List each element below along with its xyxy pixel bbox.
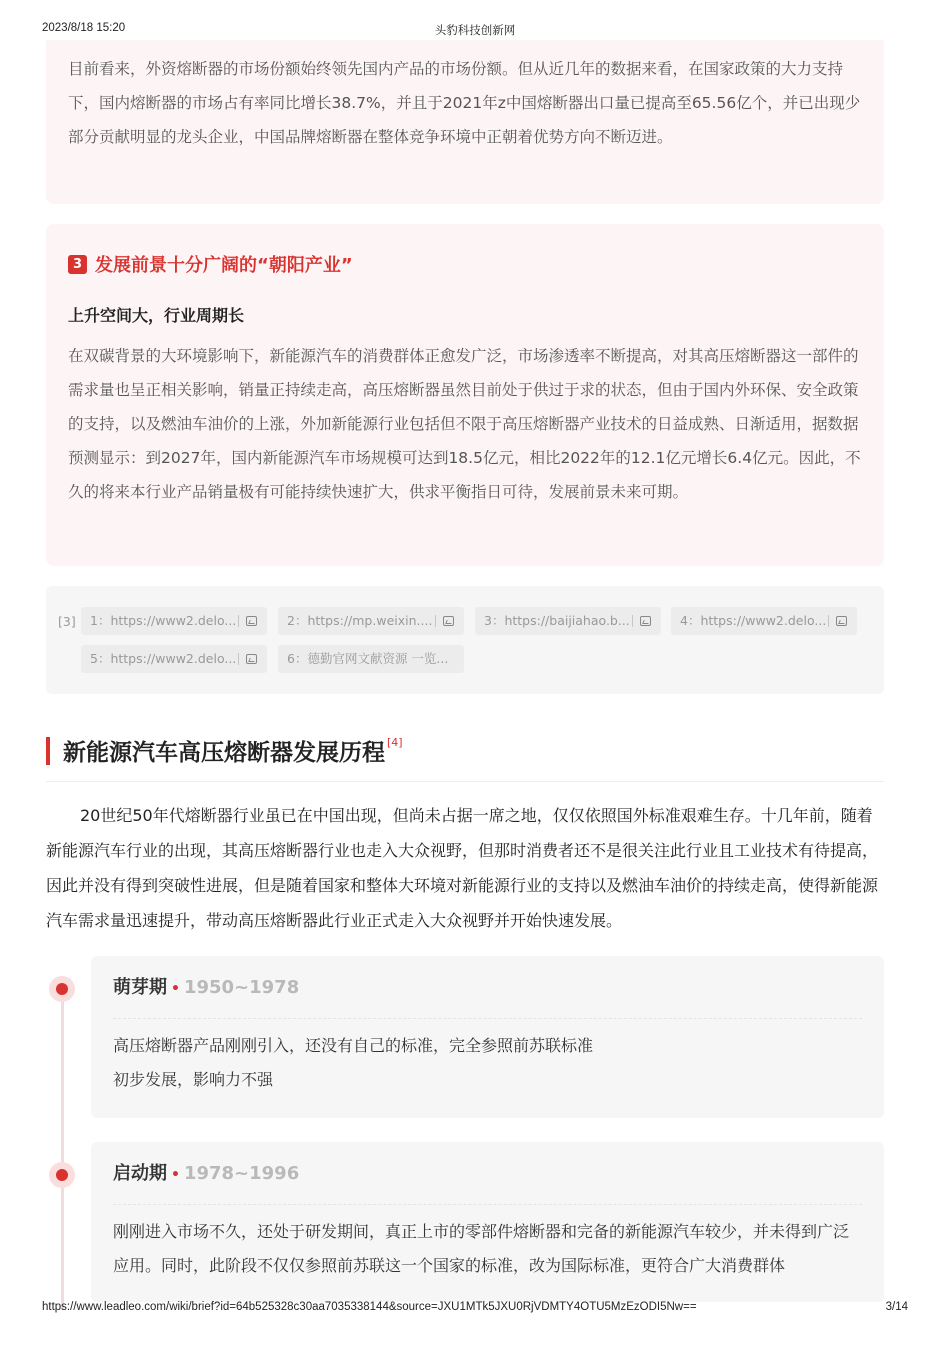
stage-bullet: • [171, 1167, 180, 1183]
prospect-heading [68, 246, 862, 282]
timeline-dot [49, 976, 75, 1002]
divider [238, 653, 239, 665]
print-url: https://www.leadleo.com/wiki/brief?id=64b525328c30aa7035338144&source=JXU1MTk5JXU0RjVDMTY4OTU5MzEzODI5Nw== [42, 1301, 697, 1313]
reference-link[interactable] [81, 645, 267, 673]
history-intro: 20世纪50年代熔断器行业虽已在中国出现，但尚未占据一席之地，仅仅依照国外标准艰难生存。十几年前，随着新能源汽车行业的出现，其高压熔断器行业也走入大众视野，但那时消费者还不是很关注此行业且工业技术有待提高，因此并没有得到突破性进展，但是随着国家和整体大环境对新能源行业的支持以及燃油车油价的持续走高，使得新能源汽车需求量迅速提升，带动高压熔断器此行业正式走入大众视野并开始快速发展。 [46, 806, 879, 930]
market-share-paragraph: 目前看来，外资熔断器的市场份额始终领先国内产品的市场份额。但从近几年的数据来看，在国家政策的大力支持下，国内熔断器的市场占有率同比增长38.7%，并且于2021年z中国熔断器出口量已提高至65.56亿个，并已出现少部分贡献明显的龙头企业，中国品牌熔断器在整体竞争环境中正朝着优势方向不断迈进。 [68, 60, 861, 146]
reference-link[interactable] [81, 607, 267, 635]
image-icon[interactable] [640, 616, 651, 626]
prospect-title: 发展前景十分广阔的“朝阳产业” [95, 255, 353, 276]
section-number-badge: 3 [68, 255, 87, 274]
reference-list [46, 586, 884, 694]
image-icon[interactable] [246, 616, 257, 626]
page-number: 3/14 [885, 1301, 908, 1313]
image-icon[interactable] [443, 616, 454, 626]
divider [113, 1018, 862, 1019]
print-datetime: 2023/8/18 15:20 [42, 22, 126, 34]
stage-description: 初步发展，影响力不强 [113, 1070, 274, 1089]
divider [632, 615, 633, 627]
market-share-card [46, 40, 884, 204]
print-header [42, 22, 908, 40]
history-heading [46, 732, 884, 782]
stage-name: 萌芽期 [113, 977, 167, 998]
stage-name: 启动期 [113, 1163, 167, 1184]
timeline-line [61, 990, 64, 1310]
divider [828, 615, 829, 627]
reference-label: [3] [58, 614, 76, 629]
reference-text: 1：https://www2.delo... [90, 613, 237, 628]
print-footer [42, 1301, 908, 1317]
divider [238, 615, 239, 627]
print-site-name: 头豹科技创新网 [434, 23, 516, 37]
history-title [63, 734, 403, 767]
heading-accent-bar [46, 737, 50, 765]
stage-bullet: • [171, 981, 180, 997]
stage-description: 高压熔断器产品刚刚引入，还没有自己的标准，完全参照前苏联标准 [113, 1036, 594, 1055]
reference-link[interactable] [671, 607, 857, 635]
timeline-stage [91, 956, 884, 1118]
reference-text: 3：https://baijiahao.b... [484, 613, 630, 628]
reference-text: 6：德勤官网文献资源 一览... [287, 651, 449, 666]
reference-text: 2：https://mp.weixin.... [287, 613, 433, 628]
timeline-stage [91, 1142, 884, 1302]
timeline-dot [49, 1162, 75, 1188]
prospect-card [46, 224, 884, 566]
prospect-subtitle: 上升空间大，行业周期长 [68, 306, 245, 325]
reference-text: 4：https://www2.delo... [680, 613, 827, 628]
reference-link[interactable] [278, 607, 464, 635]
history-reference[interactable]: [4] [387, 736, 403, 749]
history-title-text: 新能源汽车高压熔断器发展历程 [63, 740, 385, 766]
stage-description: 刚刚进入市场不久，还处于研发期间，真正上市的零部件熔断器和完备的新能源汽车较少，并未得到广泛应用。同时，此阶段不仅仅参照前苏联这一个国家的标准，改为国际标准，更符合广大消费群体 [113, 1222, 850, 1275]
stage-header [113, 1160, 862, 1188]
reference-link[interactable] [475, 607, 661, 635]
stage-years: 1978~1996 [183, 1163, 300, 1184]
divider [113, 1204, 862, 1205]
image-icon[interactable] [836, 616, 847, 626]
reference-link[interactable] [278, 645, 464, 673]
stage-years: 1950~1978 [183, 977, 300, 998]
image-icon[interactable] [246, 654, 257, 664]
reference-text: 5：https://www2.delo... [90, 651, 237, 666]
divider [435, 615, 436, 627]
stage-header [113, 974, 862, 1002]
prospect-paragraph: 在双碳背景的大环境影响下，新能源汽车的消费群体正愈发广泛，市场渗透率不断提高，对其高压熔断器这一部件的需求量也呈正相关影响，销量正持续走高，高压熔断器虽然目前处于供过于求的状态，但由于国内外环保、安全政策的支持，以及燃油车油价的上涨，外加新能源行业包括但不限于高压熔断器产业技术的日益成熟、日渐适用，据数据预测显示：到2027年，国内新能源汽车市场规模可达到18.5亿元，相比2022年的12.1亿元增长6.4亿元。因此，不久的将来本行业产品销量极有可能持续快速扩大，供求平衡指日可待，发展前景未来可期。 [68, 347, 861, 501]
